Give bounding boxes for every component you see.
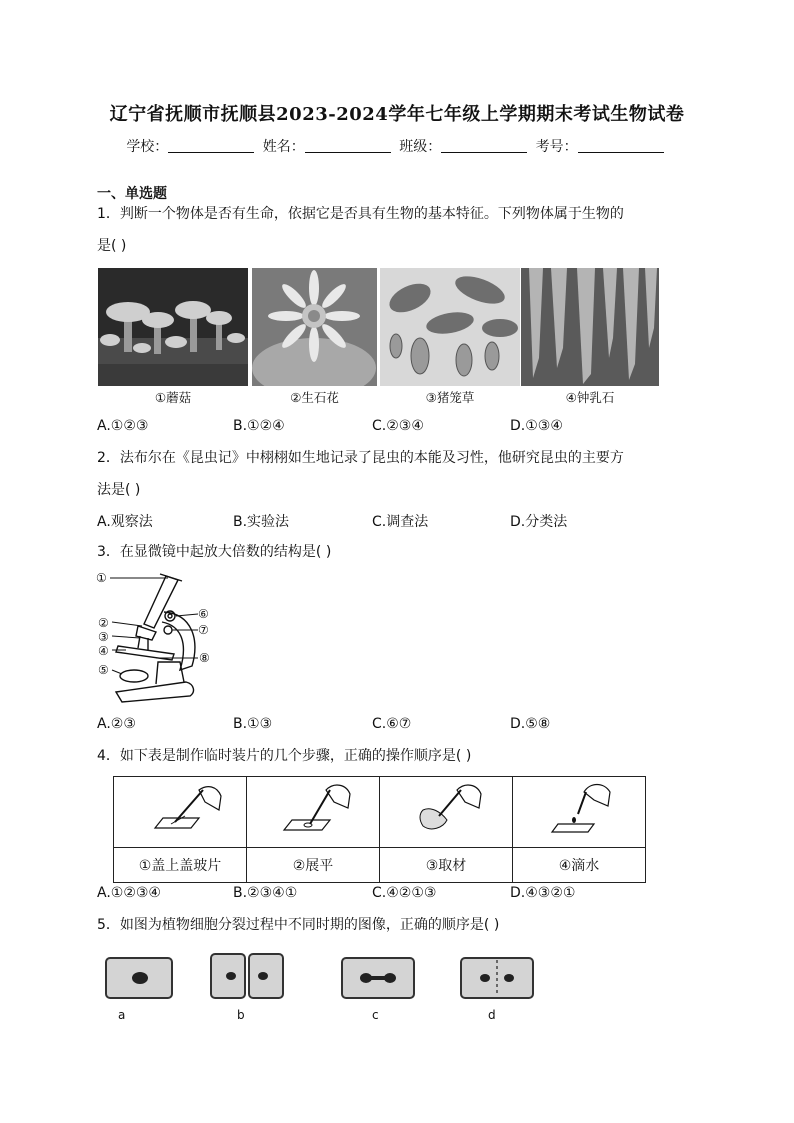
q4-option-c[interactable]: C.④②①③ (372, 885, 437, 901)
section-title: 一、单选题 (97, 186, 167, 202)
q4-option-b[interactable]: B.②③④① (233, 885, 298, 901)
step-1-label: ①盖上盖玻片 (114, 848, 247, 883)
school-label: 学校： (126, 139, 169, 155)
name-label: 姓名： (262, 139, 305, 155)
microscope-label-6: ⑥ (198, 607, 209, 621)
q2-option-a[interactable]: A.观察法 (97, 514, 153, 530)
class-label: 班级： (399, 139, 442, 155)
q1-option-a[interactable]: A.①②③ (97, 418, 149, 434)
q3-option-a[interactable]: A.②③ (97, 716, 136, 732)
cell-a-image (100, 952, 180, 1004)
cell-a-label: a (118, 1008, 126, 1022)
cell-d-image (455, 952, 539, 1004)
class-blank (441, 138, 527, 153)
step-3-label: ③取材 (380, 848, 513, 883)
spread-flat-icon (268, 780, 358, 840)
q1-option-d[interactable]: D.①③④ (510, 418, 563, 434)
microscope-label-1: ① (96, 571, 107, 585)
q2-option-c[interactable]: C.调查法 (372, 514, 429, 530)
microscope-label-5: ⑤ (98, 663, 109, 677)
q3-option-b[interactable]: B.①③ (233, 716, 273, 732)
page-title: 辽宁省抚顺市抚顺县2023-2024学年七年级上学期期末考试生物试卷 (109, 104, 685, 125)
q2-option-b[interactable]: B.实验法 (233, 514, 290, 530)
take-material-icon (401, 780, 491, 840)
cell-c-label: c (372, 1008, 379, 1022)
cell-c-image (336, 952, 420, 1004)
microscope-diagram (96, 570, 226, 706)
drip-water-icon (534, 780, 624, 840)
exam-no-label: 考号： (535, 139, 578, 155)
q2-line2: 法是( ) (97, 482, 141, 498)
caption-mushroom: ①蘑菇 (154, 390, 192, 405)
step-1-illustration (114, 777, 247, 848)
microscope-label-8: ⑧ (199, 651, 210, 665)
cell-d-label: d (488, 1008, 496, 1022)
q3-option-c[interactable]: C.⑥⑦ (372, 716, 412, 732)
q1-option-b[interactable]: B.①②④ (233, 418, 285, 434)
exam-no-blank (578, 138, 664, 153)
steps-table (113, 776, 646, 883)
q4-line1: 4．如下表是制作临时装片的几个步骤，正确的操作顺序是( ) (97, 748, 472, 764)
q1-line2: 是( ) (97, 238, 127, 254)
stalactite-photo (521, 268, 659, 386)
mushroom-photo (98, 268, 248, 386)
step-4-illustration (513, 777, 646, 848)
student-info-row (0, 136, 794, 156)
cell-b-image (205, 948, 289, 1004)
step-3-illustration (380, 777, 513, 848)
step-2-label: ②展平 (247, 848, 380, 883)
q1-option-c[interactable]: C.②③④ (372, 418, 424, 434)
pitcher-plant-photo (380, 268, 520, 386)
step-4-label: ④滴水 (513, 848, 646, 883)
q3-line1: 3．在显微镜中起放大倍数的结构是( ) (97, 544, 332, 560)
lithops-photo (252, 268, 377, 386)
q2-option-d[interactable]: D.分类法 (510, 514, 568, 530)
name-blank (305, 138, 391, 153)
cover-slip-icon (135, 780, 225, 840)
q4-option-a[interactable]: A.①②③④ (97, 885, 161, 901)
step-2-illustration (247, 777, 380, 848)
caption-stalactite: ④钟乳石 (565, 390, 615, 405)
q3-option-d[interactable]: D.⑤⑧ (510, 716, 551, 732)
school-blank (168, 138, 254, 153)
microscope-label-2: ② (98, 616, 109, 630)
cell-b-label: b (237, 1008, 245, 1022)
caption-pitcher: ③猪笼草 (425, 390, 475, 405)
microscope-label-3: ③ (98, 630, 109, 644)
q5-line1: 5．如图为植物细胞分裂过程中不同时期的图像，正确的顺序是( ) (97, 917, 500, 933)
microscope-label-7: ⑦ (198, 623, 209, 637)
caption-lithops: ②生石花 (290, 390, 339, 405)
microscope-label-4: ④ (98, 644, 109, 658)
q1-line1: 1．判断一个物体是否有生命，依据它是否具有生物的基本特征。下列物体属于生物的 (97, 206, 624, 222)
q2-line1: 2．法布尔在《昆虫记》中栩栩如生地记录了昆虫的本能及习性，他研究昆虫的主要方 (97, 450, 624, 466)
q4-option-d[interactable]: D.④③②① (510, 885, 576, 901)
